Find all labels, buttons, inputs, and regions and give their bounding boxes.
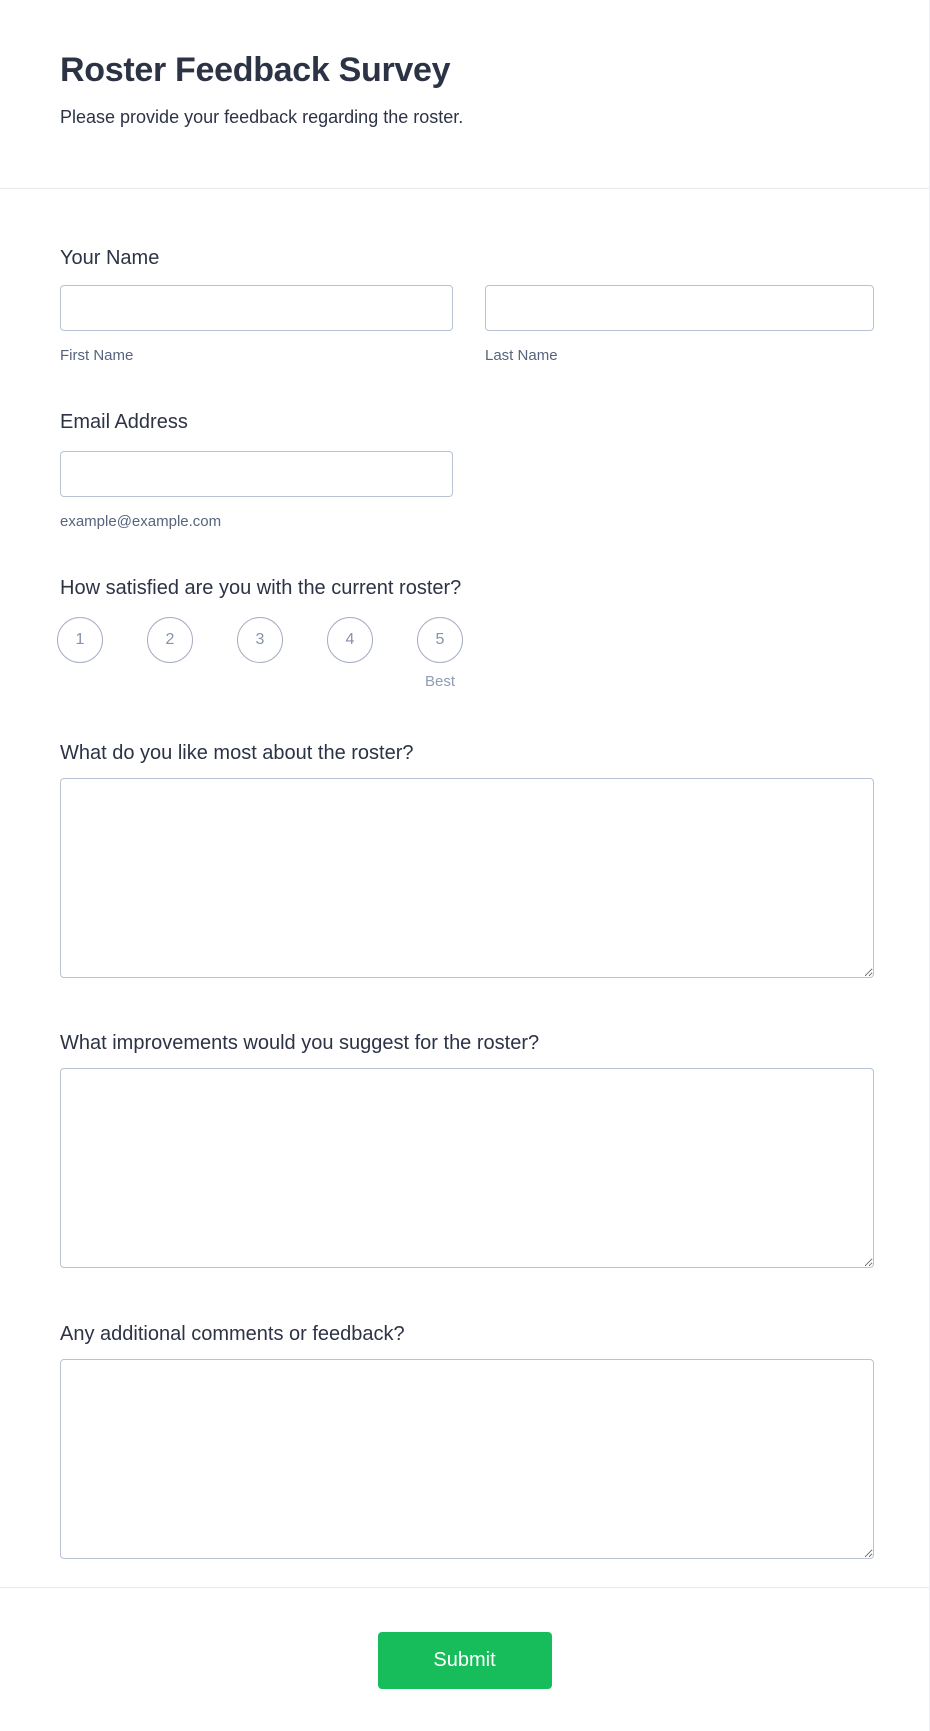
email-input[interactable] [60, 451, 453, 497]
submit-button[interactable]: Submit [378, 1632, 552, 1689]
page-title: Roster Feedback Survey [60, 51, 451, 89]
name-row [60, 285, 874, 365]
rating-option-4[interactable]: 4 [327, 617, 373, 663]
form-footer [0, 1588, 929, 1731]
like-most-question-label: What do you like most about the roster? [60, 742, 414, 764]
name-field-label: Your Name [60, 247, 160, 269]
first-name-input[interactable] [60, 285, 453, 331]
like-most-textarea[interactable] [60, 778, 874, 978]
satisfaction-rating-group [57, 617, 874, 693]
rating-option-2[interactable]: 2 [147, 617, 193, 663]
rating-option-1[interactable]: 1 [57, 617, 103, 663]
header-divider [0, 188, 929, 189]
last-name-column [485, 285, 874, 365]
form-body [0, 246, 929, 1559]
improvements-question-label: What improvements would you suggest for the roster? [60, 1032, 540, 1054]
rating-row [57, 617, 874, 663]
form-header [0, 0, 929, 130]
page-subtitle: Please provide your feedback regarding the roster. [60, 107, 464, 127]
first-name-sublabel: First Name [60, 347, 134, 364]
comments-textarea[interactable] [60, 1359, 874, 1559]
comments-question-label: Any additional comments or feedback? [60, 1323, 405, 1345]
first-name-column [60, 285, 453, 365]
improvements-textarea[interactable] [60, 1068, 874, 1268]
email-sublabel: example@example.com [60, 513, 222, 530]
last-name-sublabel: Last Name [485, 347, 558, 364]
rating-option-5[interactable]: 5 [417, 617, 463, 663]
satisfaction-question-label: How satisfied are you with the current roster? [60, 577, 462, 599]
rating-option-3[interactable]: 3 [237, 617, 283, 663]
rating-best-label: Best [424, 673, 455, 690]
email-input-wrap [60, 451, 453, 497]
email-field-label: Email Address [60, 411, 188, 433]
last-name-input[interactable] [485, 285, 874, 331]
